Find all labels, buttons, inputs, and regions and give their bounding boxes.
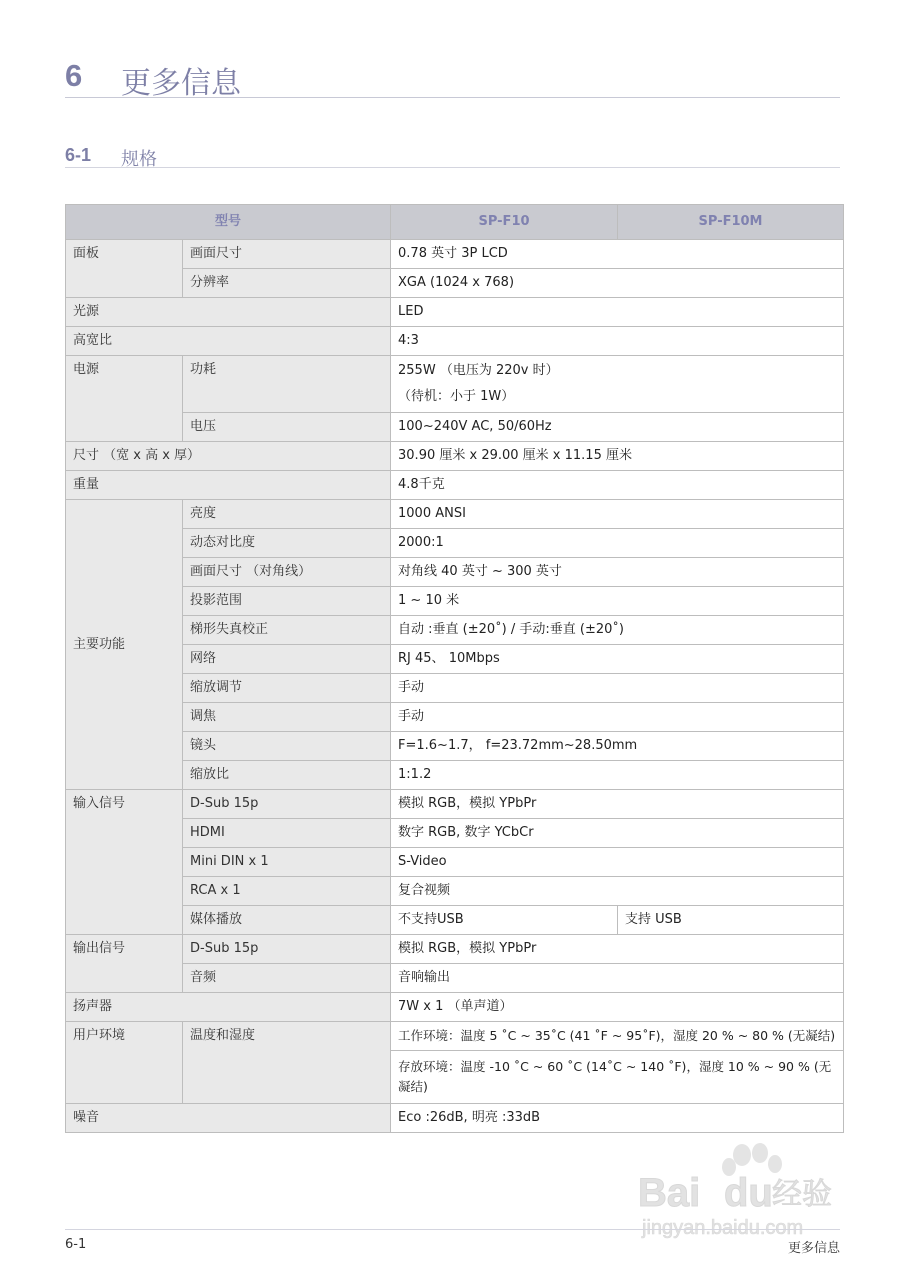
- table-row: [66, 240, 844, 269]
- chapter-title: 更多信息: [121, 66, 241, 101]
- cell-value: 自动 :垂直 (±20˚) / 手动:垂直 (±20˚): [391, 616, 844, 645]
- table-row: [66, 298, 844, 327]
- cell-value: 1:1.2: [391, 761, 844, 790]
- table-row: [66, 269, 844, 298]
- cell-value: 模拟 RGB，模拟 YPbPr: [391, 935, 844, 964]
- cell-value: 数字 RGB, 数字 YCbCr: [391, 819, 844, 848]
- cell-value: F=1.6~1.7， f=23.72mm~28.50mm: [391, 732, 844, 761]
- row-label-noise: 噪音: [66, 1104, 391, 1133]
- table-row: [66, 413, 844, 442]
- section-title: 规格: [121, 149, 157, 170]
- table-row: [66, 732, 844, 761]
- table-row: [66, 1104, 844, 1133]
- page-number: 6-1: [65, 1237, 87, 1252]
- sub-label: 缩放调节: [183, 674, 391, 703]
- table-row: [66, 790, 844, 819]
- sub-label: 网络: [183, 645, 391, 674]
- cell-value: 复合视频: [391, 877, 844, 906]
- table-header-row: [66, 205, 844, 240]
- baidu-watermark: [632, 1140, 852, 1240]
- cell-value: 4.8千克: [391, 471, 844, 500]
- cell-value: 1000 ANSI: [391, 500, 844, 529]
- table-row: [66, 906, 844, 935]
- cell-value: 手动: [391, 674, 844, 703]
- cell-value: 对角线 40 英寸 ~ 300 英寸: [391, 558, 844, 587]
- watermark-url: jingyan.baidu.com: [642, 1217, 804, 1239]
- table-row: [66, 761, 844, 790]
- table-row: [66, 703, 844, 732]
- cell-value: 30.90 厘米 x 29.00 厘米 x 11.15 厘米: [391, 442, 844, 471]
- section-heading: [65, 145, 840, 168]
- cell-value: 7W x 1 （单声道）: [391, 993, 844, 1022]
- table-row: [66, 442, 844, 471]
- sub-label: 分辨率: [183, 269, 391, 298]
- table-row: [66, 877, 844, 906]
- cell-value-sp-f10m: 支持 USB: [618, 906, 844, 935]
- cell-value: Eco :26dB, 明亮 :33dB: [391, 1104, 844, 1133]
- table-row: [66, 964, 844, 993]
- sub-label: 动态对比度: [183, 529, 391, 558]
- table-row: [66, 529, 844, 558]
- cell-value: RJ 45、 10Mbps: [391, 645, 844, 674]
- chapter-number: 6: [65, 58, 83, 93]
- row-label-features: 主要功能: [66, 500, 183, 790]
- table-row: [66, 587, 844, 616]
- cell-value: 模拟 RGB，模拟 YPbPr: [391, 790, 844, 819]
- row-label-output: 输出信号: [66, 935, 183, 993]
- sub-label: D-Sub 15p: [183, 790, 391, 819]
- row-label-panel: 面板: [66, 240, 183, 298]
- header-sp-f10m: SP-F10M: [618, 205, 844, 240]
- row-label-power: 电源: [66, 356, 183, 442]
- row-label-input: 输入信号: [66, 790, 183, 935]
- cell-value: 100~240V AC, 50/60Hz: [391, 413, 844, 442]
- sub-label: Mini DIN x 1: [183, 848, 391, 877]
- row-label-aspect: 高宽比: [66, 327, 391, 356]
- sub-label: 媒体播放: [183, 906, 391, 935]
- table-row: [66, 645, 844, 674]
- table-row: [66, 500, 844, 529]
- sub-label: 缩放比: [183, 761, 391, 790]
- power-line-1: 255W （电压为 220v 时）: [398, 363, 559, 378]
- sub-label: HDMI: [183, 819, 391, 848]
- table-row: [66, 327, 844, 356]
- sub-label: 梯形失真校正: [183, 616, 391, 645]
- sub-label: 画面尺寸: [183, 240, 391, 269]
- cell-value-sp-f10: 不支持USB: [391, 906, 618, 935]
- sub-label: 亮度: [183, 500, 391, 529]
- watermark-brand: Bai: [638, 1171, 701, 1215]
- table-row: [66, 674, 844, 703]
- row-label-dimension: 尺寸 （宽 x 高 x 厚）: [66, 442, 391, 471]
- cell-value: XGA (1024 x 768): [391, 269, 844, 298]
- cell-value: 0.78 英寸 3P LCD: [391, 240, 844, 269]
- sub-label: 画面尺寸 （对角线）: [183, 558, 391, 587]
- power-line-2: （待机：小于 1W）: [398, 389, 515, 404]
- spec-table: [65, 204, 844, 1133]
- cell-value: 音响输出: [391, 964, 844, 993]
- table-row: [66, 356, 844, 413]
- sub-label: 镜头: [183, 732, 391, 761]
- row-label-weight: 重量: [66, 471, 391, 500]
- header-sp-f10: SP-F10: [391, 205, 618, 240]
- footer-chapter-name: 更多信息: [787, 1241, 840, 1256]
- row-label-environment: 用户环境: [66, 1022, 183, 1104]
- cell-value: 2000:1: [391, 529, 844, 558]
- table-row: [66, 471, 844, 500]
- sub-label: 温度和湿度: [183, 1022, 391, 1104]
- cell-value-storage: 存放环境：温度 -10 ˚C ~ 60 ˚C (14˚C ~ 140 ˚F)，湿度 10 % ~ 90 % (无凝结): [391, 1051, 844, 1104]
- table-row: [66, 848, 844, 877]
- sub-label: 音频: [183, 964, 391, 993]
- table-row: [66, 1022, 844, 1051]
- row-label-speaker: 扬声器: [66, 993, 391, 1022]
- watermark-brand-tail: 经验: [772, 1177, 832, 1212]
- cell-value: 1 ~ 10 米: [391, 587, 844, 616]
- cell-value: 4:3: [391, 327, 844, 356]
- cell-value: [391, 356, 844, 413]
- table-row: [66, 616, 844, 645]
- sub-label: 功耗: [183, 356, 391, 413]
- header-model: 型号: [66, 205, 391, 240]
- sub-label: 投影范围: [183, 587, 391, 616]
- page-footer: [65, 1229, 840, 1256]
- table-row: [66, 993, 844, 1022]
- cell-value: LED: [391, 298, 844, 327]
- section-number: 6-1: [65, 145, 92, 165]
- sub-label: 调焦: [183, 703, 391, 732]
- table-row: [66, 935, 844, 964]
- table-row: [66, 558, 844, 587]
- cell-value: S-Video: [391, 848, 844, 877]
- table-row: [66, 819, 844, 848]
- cell-value-operating: 工作环境：温度 5 ˚C ~ 35˚C (41 ˚F ~ 95˚F)，湿度 20 % ~ 80 % (无凝结): [391, 1022, 844, 1051]
- chapter-heading: [65, 58, 840, 101]
- sub-label: RCA x 1: [183, 877, 391, 906]
- sub-label: 电压: [183, 413, 391, 442]
- watermark-du-glyph: du: [724, 1171, 773, 1215]
- sub-label: D-Sub 15p: [183, 935, 391, 964]
- row-label-light: 光源: [66, 298, 391, 327]
- cell-value: 手动: [391, 703, 844, 732]
